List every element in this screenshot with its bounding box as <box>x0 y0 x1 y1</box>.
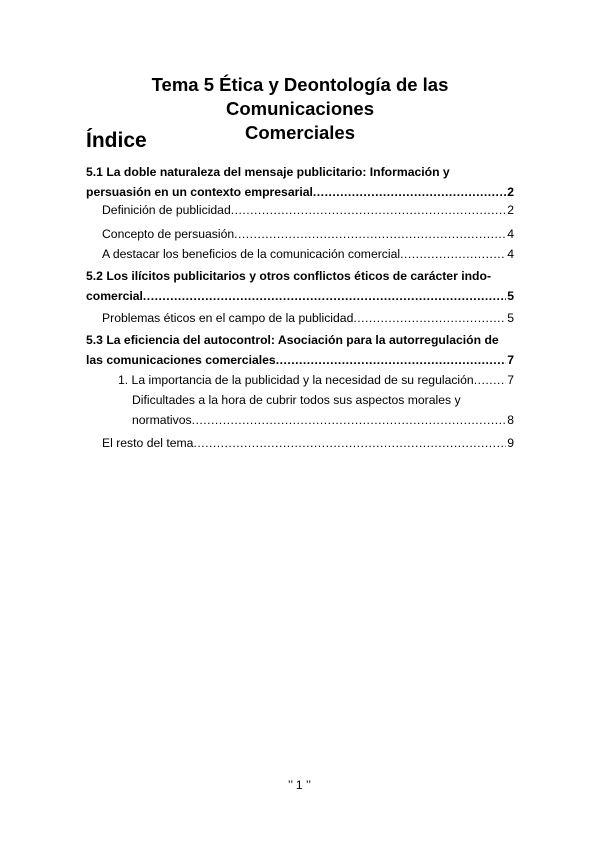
title-line-2: Comerciales <box>244 122 356 143</box>
toc-entry-text: Concepto de persuasión <box>102 227 235 241</box>
toc-entry-text: 5.3 La eficiencia del autocontrol: Asociación para la autorregulación de <box>86 333 499 347</box>
toc-entry-dificultades[interactable] <box>132 390 514 430</box>
toc-entry-importancia[interactable] <box>118 370 514 390</box>
toc-entry-text: El resto del tema <box>102 436 194 450</box>
toc-leader-dots <box>474 370 507 390</box>
toc-entry-resto[interactable] <box>102 433 514 453</box>
toc-page-number: 4 <box>507 247 514 261</box>
toc-page-number: 7 <box>507 373 514 387</box>
toc-leader-dots <box>231 200 506 220</box>
toc-entry-text: 1. La importancia de la publicidad y la necesidad de su regulación <box>118 373 474 387</box>
toc-entry-text: A destacar los beneficios de la comunicación comercial <box>102 247 401 261</box>
toc-entry-5-1[interactable] <box>86 162 514 202</box>
toc-page-number: 2 <box>507 203 514 217</box>
toc-entry-5-3[interactable] <box>86 330 514 370</box>
toc-leader-dots <box>143 286 506 306</box>
toc-entry-definicion[interactable] <box>102 200 514 220</box>
index-heading: Índice <box>86 129 147 152</box>
toc-page-number: 7 <box>507 353 514 367</box>
toc-entry-text: 5.2 Los ilícitos publicitarios y otros conflictos éticos de carácter indo- <box>86 269 491 283</box>
toc-leader-dots <box>400 244 506 264</box>
toc-page-number: 9 <box>507 436 514 450</box>
document-title <box>86 73 514 145</box>
toc-entry-text: Problemas éticos en el campo de la publicidad <box>102 311 354 325</box>
toc-leader-dots <box>353 308 506 328</box>
toc-entry-text: normativos <box>132 413 192 427</box>
toc-leader-dots <box>276 350 507 370</box>
page-number-footer: ’’ 1 ’’ <box>287 778 312 792</box>
toc-leader-dots <box>313 182 506 202</box>
toc-page-number: 2 <box>507 185 514 199</box>
toc-leader-dots <box>192 410 507 430</box>
toc-entry-text: las comunicaciones comerciales <box>86 353 276 367</box>
title-line-1: Tema 5 Ética y Deontología de las Comunicaciones <box>151 74 449 119</box>
toc-page-number: 8 <box>507 413 514 427</box>
toc-entry-text: Dificultades a la hora de cubrir todos sus aspectos morales y <box>132 393 461 407</box>
toc-entry-text: persuasión en un contexto empresarial <box>86 185 313 199</box>
toc-leader-dots <box>193 433 506 453</box>
toc-leader-dots <box>234 224 506 244</box>
toc-entry-text: Definición de publicidad <box>102 203 231 217</box>
toc-entry-text: comercial <box>86 289 143 303</box>
toc-page-number: 4 <box>507 227 514 241</box>
toc-page-number: 5 <box>507 289 514 303</box>
toc-entry-text: 5.1 La doble naturaleza del mensaje publicitario: Información y <box>86 165 450 179</box>
toc-entry-beneficios[interactable] <box>102 244 514 264</box>
toc-entry-5-2[interactable] <box>86 266 514 306</box>
toc-entry-problemas-eticos[interactable] <box>102 308 514 328</box>
toc-entry-concepto[interactable] <box>102 224 514 244</box>
toc-page-number: 5 <box>507 311 514 325</box>
